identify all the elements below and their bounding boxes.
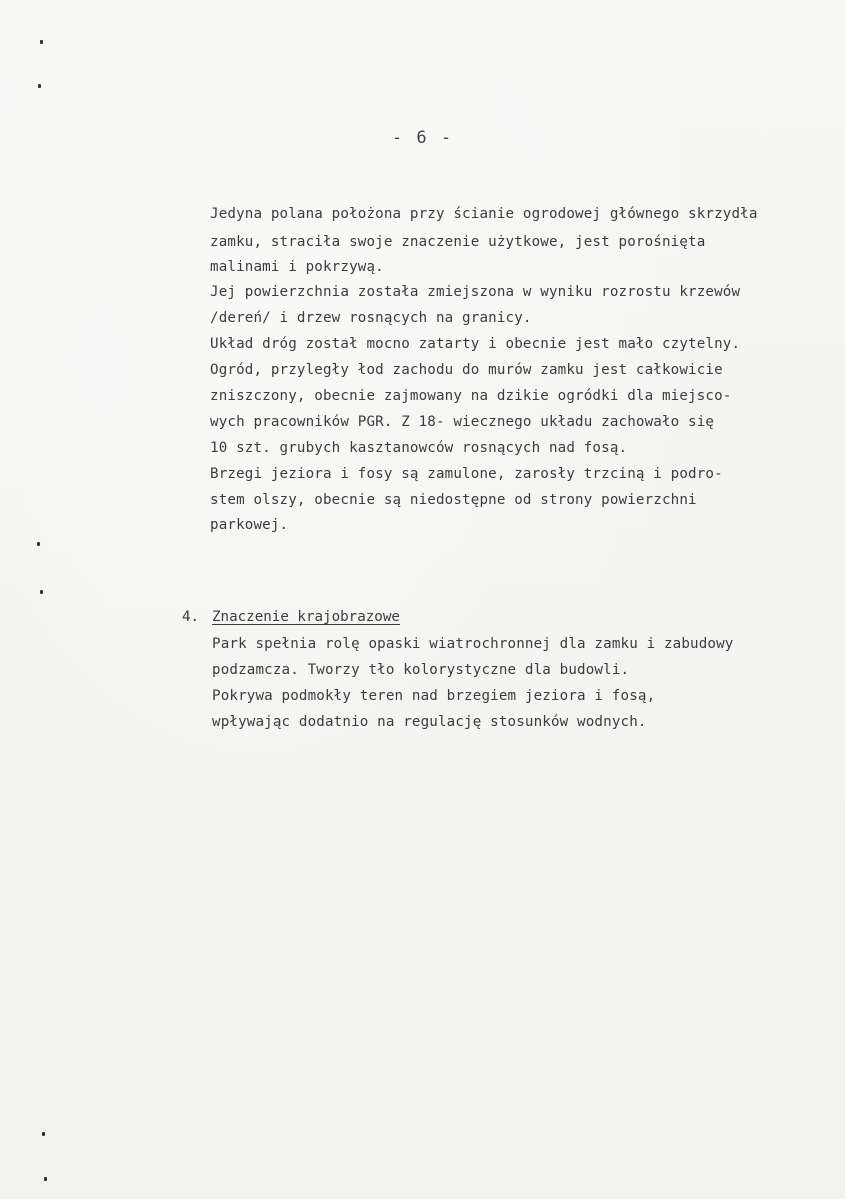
paragraph-line: wpływając dodatnio na regulację stosunków wodnych. — [212, 714, 647, 730]
scan-speck — [37, 542, 40, 546]
page-number: - 6 - — [391, 128, 454, 148]
section-number: 4. — [182, 609, 200, 625]
paragraph-line: Jej powierzchnia została zmiejszona w wyniku rozrostu krzewów — [210, 284, 741, 300]
paragraph-line: Park spełnia rolę opaski wiatrochronnej dla zamku i zabudowy — [212, 636, 734, 652]
paragraph-line: parkowej. — [210, 517, 289, 533]
paragraph-line: 10 szt. grubych kasztanowców rosnących nad fosą. — [210, 440, 628, 456]
paragraph-line: Pokrywa podmokły teren nad brzegiem jeziora i fosą, — [212, 688, 656, 704]
scan-speck — [42, 1132, 45, 1136]
paragraph-line: zniszczony, obecnie zajmowany na dzikie ogródki dla miejsco- — [210, 388, 732, 404]
paragraph-line: podzamcza. Tworzy tło kolorystyczne dla budowli. — [212, 662, 630, 678]
scan-speck — [44, 1177, 47, 1181]
paragraph-line: Jedyna polana położona przy ścianie ogrodowej głównego skrzydła — [210, 206, 758, 222]
section-title: Znaczenie krajobrazowe — [212, 609, 400, 625]
paragraph-line: /dereń/ i drzew rosnących na granicy. — [210, 310, 532, 326]
scan-speck — [40, 40, 43, 44]
paragraph-line: stem olszy, obecnie są niedostępne od strony powierzchni — [210, 492, 697, 508]
paragraph-line: zamku, straciła swoje znaczenie użytkowe, jest porośnięta — [210, 234, 706, 250]
paragraph-line: Układ dróg został mocno zatarty i obecnie jest mało czytelny. — [210, 336, 741, 352]
scan-speck — [40, 590, 43, 594]
paragraph-line: Ogród, przyległy łod zachodu do murów zamku jest całkowicie — [210, 362, 723, 378]
paragraph-line: wych pracowników PGR. Z 18- wiecznego układu zachowało się — [210, 414, 715, 430]
paragraph-line: Brzegi jeziora i fosy są zamulone, zarosły trzciną i podro- — [210, 466, 723, 482]
scan-speck — [38, 84, 41, 88]
paragraph-line: malinami i pokrzywą. — [210, 259, 384, 275]
